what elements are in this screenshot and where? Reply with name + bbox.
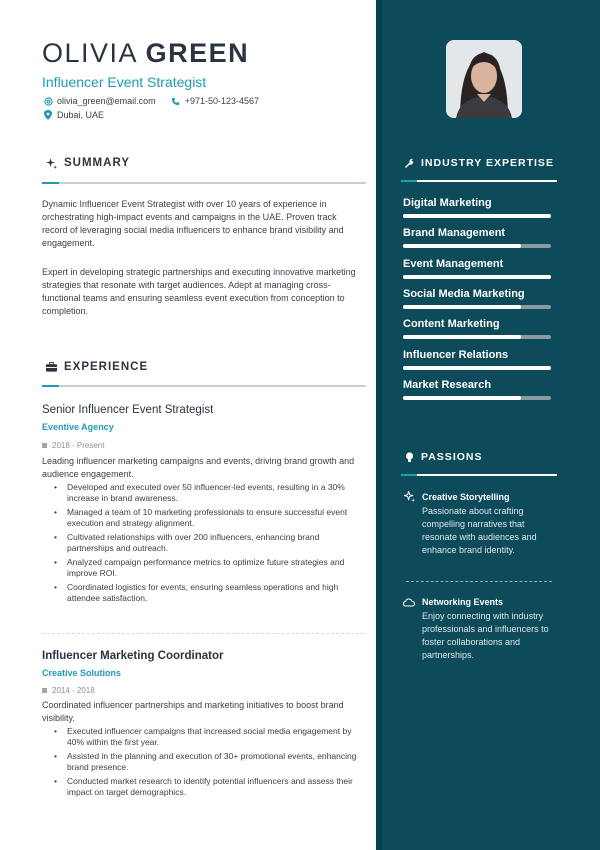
skill-label: Influencer Relations [403, 348, 509, 361]
skill-level-fill [403, 335, 521, 339]
skill-level-fill [403, 275, 551, 279]
phone-text[interactable]: +971-50-123-4567 [184, 96, 259, 106]
email-row [42, 96, 259, 106]
experience-heading-text: EXPERIENCE [64, 361, 149, 373]
summary-heading [44, 157, 130, 169]
job-1-dates [42, 441, 104, 450]
skill-item [403, 349, 551, 370]
skill-item [403, 227, 551, 248]
calendar-icon [42, 688, 47, 693]
experience-heading [44, 361, 148, 373]
list-item: • Developed and executed over 50 influencer-led events, resulting in a 30% increase in brand awareness. [54, 482, 362, 504]
briefcase-icon [44, 362, 58, 372]
skill-level-bar [403, 305, 551, 309]
expertise-heading-text: INDUSTRY EXPERTISE [421, 157, 554, 169]
skill-level-fill [403, 305, 521, 309]
job-1-bullets [54, 482, 362, 607]
expertise-divider [401, 180, 557, 182]
job-1-dates-text: 2018 - Present [52, 441, 105, 450]
passion-description: Passionate about crafting compelling narratives that resonate with audiences and enhance brand identity. [422, 506, 537, 555]
map-pin-icon [42, 110, 54, 120]
wrench-icon [402, 158, 416, 168]
skill-level-fill [403, 214, 551, 218]
skill-item [403, 258, 551, 279]
passion-description: Enjoy connecting with industry professionals and influencers to foster collaborations and partnerships. [422, 611, 549, 660]
cloud-icon [402, 598, 416, 607]
passions-heading-text: PASSIONS [421, 451, 483, 463]
experience-divider [42, 385, 366, 387]
skill-level-fill [403, 366, 551, 370]
job-1-description: Leading influencer marketing campaigns and events, driving brand growth and audience engagement. [42, 456, 355, 479]
job-1-company: Eventive Agency [42, 422, 114, 432]
passions-heading [402, 451, 482, 463]
list-item: • Assisted in the planning and execution of 30+ promotional events, enhancing brand presence. [54, 751, 362, 773]
phone-icon [170, 97, 182, 106]
skill-label: Market Research [403, 378, 492, 391]
sparkle-icon [402, 491, 416, 502]
list-item: • Coordinated logistics for events, ensuring seamless operations and high attendee satisfaction. [54, 582, 362, 604]
summary-divider [42, 182, 366, 184]
passion-title: Creative Storytelling [422, 491, 510, 502]
skill-label: Digital Marketing [403, 197, 492, 209]
passion-item-storytelling [402, 491, 557, 557]
summary-paragraph-2: Expert in developing strategic partnerships and executing innovative marketing strategies that resonate with target audiences. Adept at managing cross-functional teams and ensuring seamless event execution from conception to completion. [42, 267, 356, 316]
skill-label: Social Media Marketing [403, 287, 525, 300]
job-2-company: Creative Solutions [42, 668, 122, 678]
sidebar [376, 0, 600, 850]
location-text: Dubai, UAE [57, 110, 105, 120]
candidate-name [42, 38, 249, 69]
first-name: OLIVIA [42, 38, 137, 68]
skill-item [403, 379, 551, 400]
job-headline: Influencer Event Strategist [42, 74, 207, 90]
list-item: • Cultivated relationships with over 200 influencers, enhancing brand partnerships and outreach. [54, 532, 362, 554]
passions-divider [401, 474, 557, 476]
sidebar-edge [376, 0, 382, 850]
skill-label: Event Management [403, 257, 504, 270]
job-2-bullets [54, 726, 362, 801]
job-1-title: Senior Influencer Event Strategist [42, 404, 214, 416]
job-2-dates [42, 686, 95, 695]
skill-level-bar [403, 214, 551, 218]
last-name: GREEN [145, 38, 250, 68]
passion-divider [406, 581, 552, 582]
summary-paragraph-1: Dynamic Influencer Event Strategist with over 10 years of experience in orchestrating high-impact events and campaigns in the UAE. Proven track record of leveraging social media influencers to enhance brand visibility and engagement. [42, 199, 344, 248]
skill-item [403, 197, 551, 218]
expertise-heading [402, 157, 554, 169]
skill-level-bar [403, 244, 551, 248]
profile-photo [446, 40, 522, 118]
skill-level-bar [403, 275, 551, 279]
skill-level-fill [403, 396, 521, 400]
skill-level-bar [403, 396, 551, 400]
passion-item-networking [402, 597, 557, 662]
list-item: • Managed a team of 10 marketing professionals to ensure successful event execution and strategy alignment. [54, 507, 362, 529]
summary-heading-text: SUMMARY [64, 157, 130, 169]
job-divider [42, 633, 364, 634]
sparkle-icon [44, 158, 58, 169]
skill-label: Content Marketing [403, 318, 500, 331]
job-2-title: Influencer Marketing Coordinator [42, 650, 224, 662]
at-icon [42, 97, 54, 106]
list-item: • Analyzed campaign performance metrics to optimize future strategies and improve ROI. [54, 557, 362, 579]
skill-level-bar [403, 366, 551, 370]
passion-title: Networking Events [422, 597, 504, 607]
lightbulb-icon [402, 452, 416, 463]
skill-label: Brand Management [403, 227, 506, 240]
email-text[interactable]: olivia_green@email.com [57, 96, 156, 106]
location-row [42, 110, 104, 120]
list-item: • Conducted market research to identify potential influencers and assess their impact on target demographics. [54, 776, 362, 798]
list-item: • Executed influencer campaigns that increased social media engagement by 40% within the first year. [54, 726, 362, 748]
skill-level-bar [403, 335, 551, 339]
skill-item [403, 318, 551, 339]
job-2-dates-text: 2014 - 2018 [52, 686, 95, 695]
skill-item [403, 288, 551, 309]
skill-level-fill [403, 244, 521, 248]
job-2-description: Coordinated influencer partnerships and marketing initiatives to boost brand visibility. [42, 700, 344, 723]
calendar-icon [42, 443, 47, 448]
